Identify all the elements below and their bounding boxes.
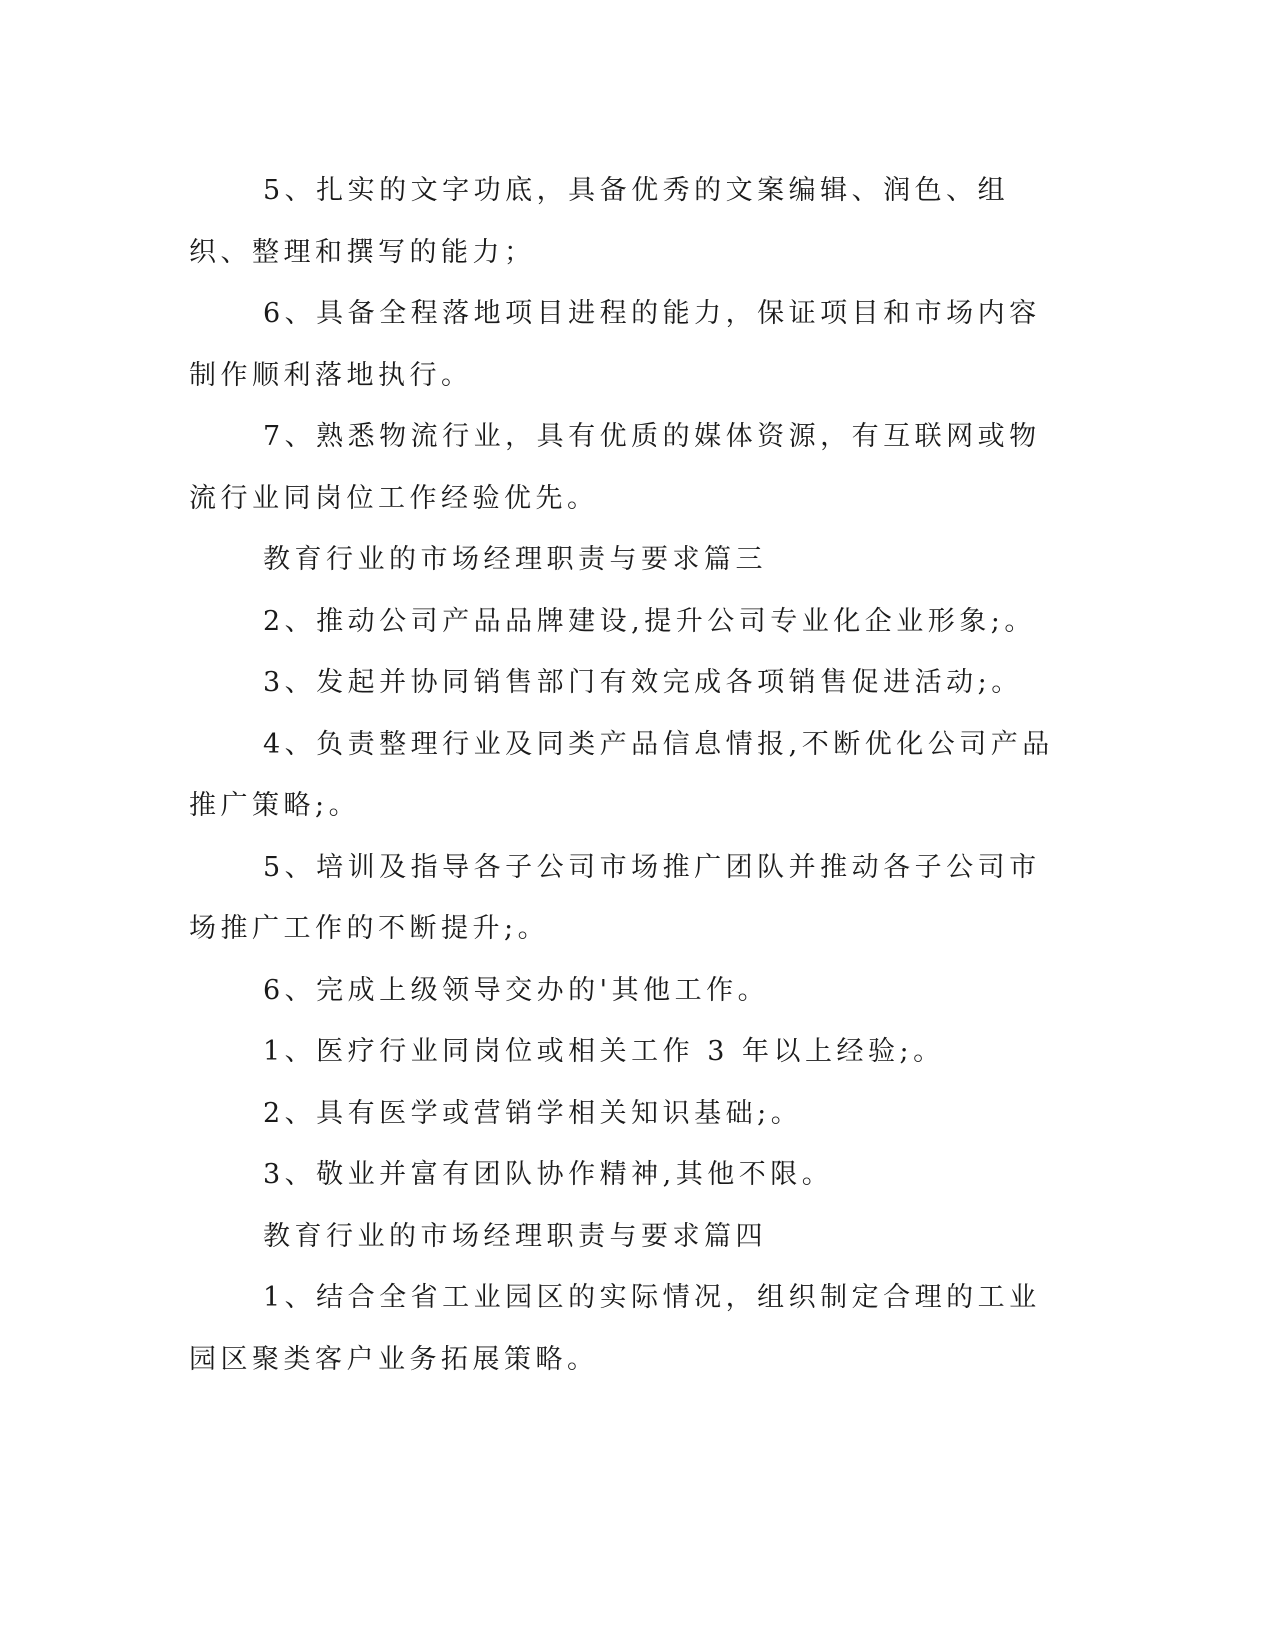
paragraph-requirement-5: 5、扎实的文字功底，具备优秀的文案编辑、润色、组织、整理和撰写的能力； bbox=[189, 175, 1010, 268]
paragraph-duty-4: 4、负责整理行业及同类产品信息情报,不断优化公司产品推广策略;。 bbox=[189, 728, 1054, 821]
paragraph-requirement-3: 3、敬业并富有团队协作精神,其他不限。 bbox=[263, 1159, 834, 1190]
paragraph-duty-2: 2、推动公司产品品牌建设,提升公司专业化企业形象;。 bbox=[263, 605, 1036, 637]
paragraph-duty-5: 5、培训及指导各子公司市场推广团队并推动各子公司市场推广工作的不断提升;。 bbox=[189, 851, 1041, 944]
section-heading-part-3: 教育行业的市场经理职责与要求篇三 bbox=[263, 544, 767, 575]
paragraph-duty-3: 3、发起并协同销售部门有效完成各项销售促进活动;。 bbox=[263, 667, 1023, 698]
paragraph-duty-1: 1、结合全省工业园区的实际情况，组织制定合理的工业园区聚类客户业务拓展策略。 bbox=[189, 1282, 1041, 1375]
paragraph-requirement-6: 6、具备全程落地项目进程的能力，保证项目和市场内容制作顺利落地执行。 bbox=[189, 298, 1041, 391]
paragraph-duty-6: 6、完成上级领导交办的'其他工作。 bbox=[263, 974, 770, 1006]
section-heading-part-4: 教育行业的市场经理职责与要求篇四 bbox=[263, 1220, 767, 1252]
paragraph-requirement-1: 1、医疗行业同岗位或相关工作 3 年以上经验;。 bbox=[263, 1036, 945, 1067]
document-body bbox=[189, 160, 1069, 1390]
paragraph-requirement-2: 2、具有医学或营销学相关知识基础;。 bbox=[263, 1097, 803, 1129]
paragraph-requirement-7: 7、熟悉物流行业，具有优质的媒体资源，有互联网或物流行业同岗位工作经验优先。 bbox=[189, 421, 1041, 514]
